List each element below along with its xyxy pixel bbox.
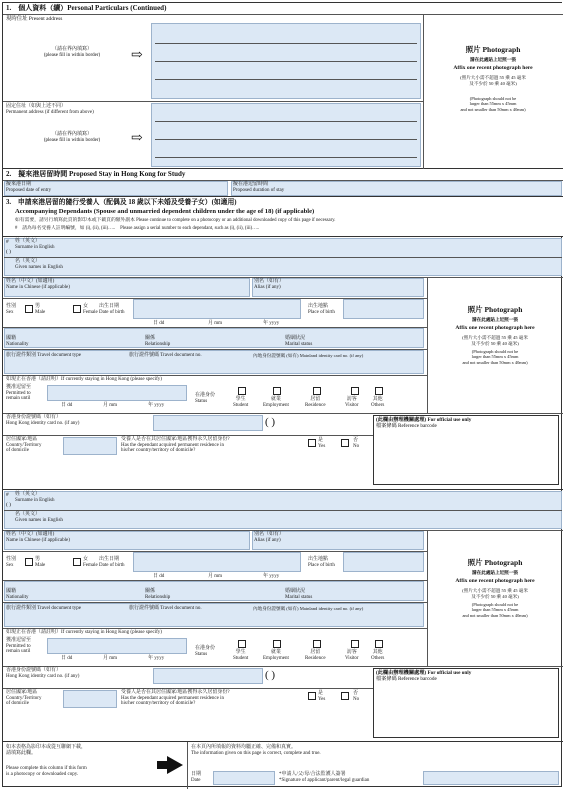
serial-paren: ( ) <box>6 502 11 508</box>
status-employment-label: 就業 Employment <box>263 397 289 408</box>
mainland-id-label: 內地身份證號碼 (如有) Mainland identity card no. (if any) <box>253 606 364 611</box>
male-checkbox[interactable] <box>25 558 33 566</box>
if-staying-label: 如現正在香港（請註明）If currently staying in Hong Kong (please specify) <box>6 377 162 382</box>
hkid-label: 香港身份證號碼（如有） Hong Kong identity card no. (if any) <box>6 668 80 679</box>
photo-size-en: (Photograph should not be larger than 55mm x 45mm and not smaller than 50mm x 40mm) <box>462 349 528 365</box>
status-student-label: 學生 Student <box>233 650 249 661</box>
marital-label: 婚姻狀況 Marital status <box>285 336 313 347</box>
status-visitor-label: 訪客 Visitor <box>345 650 359 661</box>
status-employment-checkbox[interactable] <box>273 640 281 648</box>
status-student-label: 學生 Student <box>233 397 249 408</box>
perm-yyyy: 年 yyyy <box>148 403 165 408</box>
photo-title: 照片 Photograph <box>465 45 521 54</box>
status-others-label: 其他 Others <box>371 650 385 661</box>
photo-size-zh: (照片大小需不超過 55 乘 45 毫米 及不少於 50 乘 40 毫米) <box>462 335 528 346</box>
photo-size-zh: (照片大小需不超過 55 乘 45 毫米 及不少於 50 乘 40 毫米) <box>462 588 528 599</box>
hkid-field[interactable] <box>153 668 263 684</box>
permitted-label: 獲准逗留至 Permitted to remain until <box>6 385 32 402</box>
fill-hint-2: （請在界內填寫） (please fill in within border) <box>43 132 101 144</box>
official-use-label: (此欄由辦理機關處理) For official use only <box>376 670 472 676</box>
status-student-checkbox[interactable] <box>238 387 246 395</box>
official-use-box <box>373 415 559 485</box>
acquired-yes-label: 是 Yes <box>318 438 326 449</box>
barcode-label: 檔案條碼 Reference barcode <box>376 422 437 429</box>
status-visitor-label: 訪客 Visitor <box>345 397 359 408</box>
dob-field[interactable] <box>133 552 301 572</box>
photocopy-note-en: Please complete this column if this form is a photocopy or downloaded copy. <box>6 766 87 777</box>
photo-box-1[interactable] <box>427 45 559 112</box>
given-names-label: 名（英文） Given names in English <box>15 259 63 270</box>
status-label: 在港身份 Status <box>195 393 216 404</box>
status-employment-checkbox[interactable] <box>273 387 281 395</box>
male-checkbox[interactable] <box>25 305 33 313</box>
female-checkbox[interactable] <box>73 558 81 566</box>
status-employment-label: 就業 Employment <box>263 650 289 661</box>
photo-affix-en: Affix one recent photograph here <box>455 324 535 331</box>
permitted-field[interactable] <box>47 385 187 401</box>
serial-mark: # <box>6 492 9 498</box>
travel-no-label: 旅行證件號碼 Travel document no. <box>129 353 202 358</box>
barcode-label: 檔案條碼 Reference barcode <box>376 675 437 682</box>
status-others-label: 其他 Others <box>371 397 385 408</box>
surname-label: 姓（英文） Surname in English <box>15 239 55 250</box>
arrow-right-icon <box>167 756 183 774</box>
acquired-question: 受養人是否在其居住國家/地區獲得永久居留身份? Has the dependant acquired permanent residence in his/her country/territory of domicile? <box>121 690 230 707</box>
status-residence-label: 居留 Residence <box>305 650 326 661</box>
section-3-note-1: 如有需要，請另行填寫此頁的影印本或下載頁的額外副本 Please continue to complete on a photocopy or an additional downloaded copy of this page if necessary. <box>15 218 336 223</box>
footer-declaration <box>3 741 563 788</box>
sex-label: 性別 Sex <box>6 557 17 568</box>
acquired-yes-label: 是 Yes <box>318 691 326 702</box>
serial-mark: # <box>6 239 9 245</box>
status-student-checkbox[interactable] <box>238 640 246 648</box>
acquired-no-label: 否 No <box>353 438 360 449</box>
photo-affix-zh: 請在此處貼上近照一張 <box>472 317 518 322</box>
dob-label: 出生日期 Date of birth <box>99 557 125 568</box>
travel-no-label: 旅行證件號碼 Travel document no. <box>129 606 202 611</box>
duration-label: 擬在港逗留時間 Proposed duration of stay <box>233 182 285 193</box>
dob-field[interactable] <box>133 299 301 319</box>
date-label: 日期 Date <box>191 772 202 783</box>
domicile-label: 居住國家/地區 Country/Territory of domicile <box>6 690 42 707</box>
photo-box-2[interactable] <box>431 305 559 365</box>
hkid-check-paren: ( ) <box>265 416 276 428</box>
status-residence-label: 居留 Residence <box>305 397 326 408</box>
acquired-yes-checkbox[interactable] <box>308 692 316 700</box>
marital-label: 婚姻狀況 Marital status <box>285 589 313 600</box>
travel-type-label: 旅行證件類別 Travel document type <box>6 606 81 611</box>
if-staying-label: 如現正在香港（請註明）If currently staying in Hong Kong (please specify) <box>6 630 162 635</box>
sex-label: 性別 Sex <box>6 304 17 315</box>
chinese-name-label: 姓名（中文）(如適用) Name in Chinese (if applicable) <box>6 279 70 290</box>
date-field[interactable] <box>213 771 275 785</box>
section-3-note-2: # 請為每名受養人註明編號，如 (i), (ii), (iii)….. Please assign a serial number to each dependant, such as (i), (ii), (iii)….. <box>15 226 260 231</box>
present-address-label: 現時住址 Present address <box>6 16 63 22</box>
mainland-id-label: 內地身份證號碼 (如有) Mainland identity card no. (if any) <box>253 353 364 358</box>
acquired-no-checkbox[interactable] <box>341 692 349 700</box>
dob-mm: 月 mm <box>208 574 223 579</box>
photo-size-en: (Photograph should not be larger than 55mm x 45mm and not smaller than 50mm x 40mm) <box>460 96 526 112</box>
chinese-name-label: 姓名（中文）(如適用) Name in Chinese (if applicable) <box>6 532 70 543</box>
status-others-checkbox[interactable] <box>375 640 383 648</box>
section-3-title-en: Accompanying Dependants (Spouse and unmarried dependent children under the age of 18) (if applicable) <box>15 208 315 215</box>
photo-affix-zh: 請在此處貼上近照一張 <box>472 570 518 575</box>
photo-title: 照片 Photograph <box>467 305 523 314</box>
declaration-text: 在本頁內所填報的資料均屬正確、完備和真實。 The information given on this page is correct, complete and true. <box>191 745 321 756</box>
acquired-question: 受養人是否在其居住國家/地區獲得永久居留身份? Has the dependant acquired permanent residence in his/her country/territory of domicile? <box>121 437 230 454</box>
hkid-field[interactable] <box>153 415 263 431</box>
signature-label: *申請人/父/母/合法監護人簽署 *Signature of applicant/parent/legal guardian <box>279 772 370 783</box>
arrow-right-icon: ⇨ <box>131 131 143 146</box>
perm-dd: 日 dd <box>61 403 73 408</box>
perm-yyyy: 年 yyyy <box>148 656 165 661</box>
alias-label: 別名（如有） Alias (if any) <box>254 279 285 290</box>
section-1-title: 1. 個人資料（續）Personal Particulars (Continued) <box>6 4 167 12</box>
relationship-label: 關係 Relationship <box>145 589 171 600</box>
domicile-field[interactable] <box>63 437 117 455</box>
hkid-check-paren: ( ) <box>265 669 276 681</box>
surname-label: 姓（英文） Surname in English <box>15 492 55 503</box>
official-use-label: (此欄由辦理機關處理) For official use only <box>376 417 472 423</box>
given-names-label: 名（英文） Given names in English <box>15 512 63 523</box>
photocopy-note-zh: 如本表格為影印本或從互聯網下載， 請填寫此欄。 <box>6 745 87 756</box>
domicile-label: 居住國家/地區 Country/Territory of domicile <box>6 437 42 454</box>
photo-box-3[interactable] <box>431 558 559 618</box>
section-2-title: 2. 擬來港居留時間 Proposed Stay in Hong Kong for Study <box>6 170 186 178</box>
perm-mm: 月 mm <box>103 403 118 408</box>
dob-dd: 日 dd <box>153 321 165 326</box>
permanent-address-label: 固定住址（如與上述不同） Permanent address (if different from above) <box>6 104 94 115</box>
official-use-box <box>373 668 559 738</box>
acquired-no-label: 否 No <box>353 691 360 702</box>
pob-label: 出生地點 Place of birth <box>308 304 335 315</box>
female-checkbox[interactable] <box>73 305 81 313</box>
status-visitor-checkbox[interactable] <box>351 640 359 648</box>
permitted-label: 獲准逗留至 Permitted to remain until <box>6 638 32 655</box>
photo-affix-en: Affix one recent photograph here <box>453 64 533 71</box>
nationality-label: 國籍 Nationality <box>6 589 29 600</box>
female-label: 女 Female <box>83 304 98 315</box>
perm-mm: 月 mm <box>103 656 118 661</box>
dependant-block-2 <box>3 489 563 743</box>
alias-label: 別名（如有） Alias (if any) <box>254 532 285 543</box>
photo-size-zh: (照片大小需不超過 55 乘 45 毫米 及不少於 50 乘 40 毫米) <box>460 75 526 86</box>
status-visitor-checkbox[interactable] <box>351 387 359 395</box>
section-3-header <box>3 197 563 237</box>
dependant-block-1 <box>3 237 563 491</box>
dob-yyyy: 年 yyyy <box>263 321 280 326</box>
dob-yyyy: 年 yyyy <box>263 574 280 579</box>
section-3-title-zh: 3. 申請來港居留的隨行受養人（配偶及 18 歲以下未婚及受養子女）(如適用) <box>6 199 237 206</box>
pob-field[interactable] <box>343 552 424 572</box>
relationship-label: 關係 Relationship <box>145 336 171 347</box>
dob-mm: 月 mm <box>208 321 223 326</box>
serial-paren: ( ) <box>6 249 11 255</box>
domicile-field[interactable] <box>63 690 117 708</box>
permitted-field[interactable] <box>47 638 187 654</box>
photo-affix-en: Affix one recent photograph here <box>455 577 535 584</box>
photo-title: 照片 Photograph <box>467 558 523 567</box>
male-label: 男 Male <box>35 304 46 315</box>
signature-field[interactable] <box>423 771 559 785</box>
perm-dd: 日 dd <box>61 656 73 661</box>
status-residence-checkbox[interactable] <box>313 387 321 395</box>
male-label: 男 Male <box>35 557 46 568</box>
pob-field[interactable] <box>343 299 424 319</box>
arrow-right-icon: ⇨ <box>131 48 143 63</box>
travel-type-label: 旅行證件類別 Travel document type <box>6 353 81 358</box>
section-2 <box>3 169 563 197</box>
dob-dd: 日 dd <box>153 574 165 579</box>
dob-label: 出生日期 Date of birth <box>99 304 125 315</box>
status-others-checkbox[interactable] <box>375 387 383 395</box>
pob-label: 出生地點 Place of birth <box>308 557 335 568</box>
photo-affix-zh: 請在此處貼上近照一張 <box>470 57 516 62</box>
photo-size-en: (Photograph should not be larger than 55mm x 45mm and not smaller than 50mm x 40mm) <box>462 602 528 618</box>
fill-hint-1: （請在界內填寫） (please fill in within border) <box>43 47 101 59</box>
form-page <box>2 2 562 787</box>
status-label: 在港身份 Status <box>195 646 216 657</box>
acquired-yes-checkbox[interactable] <box>308 439 316 447</box>
status-residence-checkbox[interactable] <box>313 640 321 648</box>
nationality-label: 國籍 Nationality <box>6 336 29 347</box>
hkid-label: 香港身份證號碼（如有） Hong Kong identity card no. (if any) <box>6 415 80 426</box>
acquired-no-checkbox[interactable] <box>341 439 349 447</box>
section-1 <box>3 3 563 169</box>
female-label: 女 Female <box>83 557 98 568</box>
entry-date-label: 擬來港日期 Proposed date of entry <box>6 182 52 193</box>
